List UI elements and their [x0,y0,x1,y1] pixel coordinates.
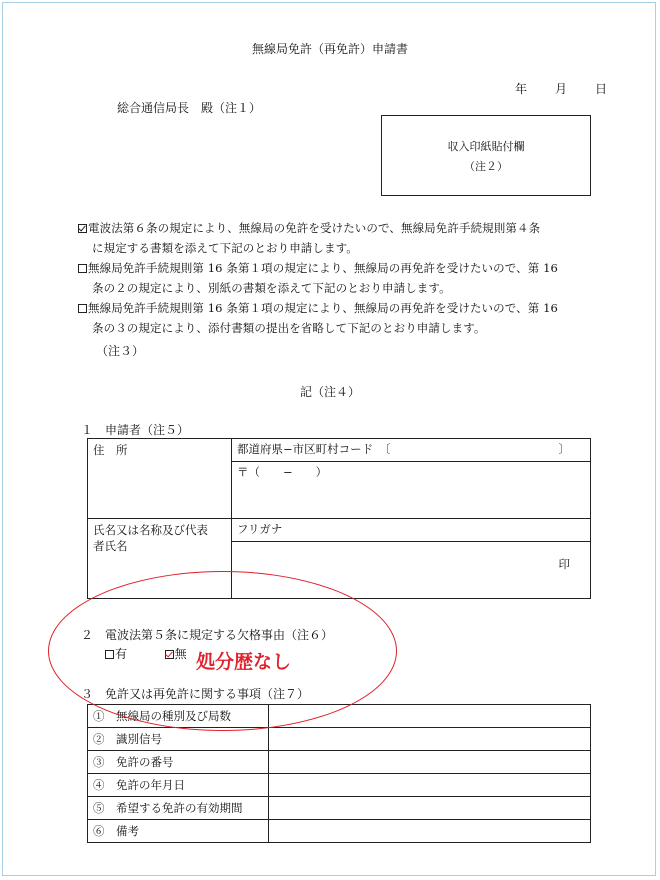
item-label: ④ 免許の年月日 [88,774,269,797]
section-2-heading: ２ 電波法第５条に規定する欠格事由（注６） [81,628,334,642]
item-value-cell[interactable] [269,797,591,820]
item-value-cell[interactable] [269,774,591,797]
disqualification-yes-label: 有 [115,647,128,661]
application-option-1 [78,219,608,258]
option-1-line2: に規定する書類を添えて下記のとおり申請します。 [92,240,358,255]
option-2-checkbox[interactable] [78,264,87,273]
item-label: ⑥ 備考 [88,820,269,843]
date-month: 月 [555,82,568,96]
item-label: ② 識別信号 [88,728,269,751]
date-day: 日 [595,82,608,96]
municipality-code-label: 都道府県−市区町村コード 〔 [237,442,391,456]
municipality-code-close: 〕 [558,442,570,456]
red-highlight-ellipse [48,571,397,731]
table-row [88,774,591,797]
municipality-code-row[interactable] [232,439,590,462]
option-1-checkbox[interactable] [78,224,87,233]
item-label: ⑤ 希望する免許の有効期間 [88,797,269,820]
item-value-cell[interactable] [269,751,591,774]
table-row [88,728,591,751]
option-2-line2: 条の２の規定により、別紙の書類を添えて下記のとおり申請します。 [92,280,451,295]
address-label: 住 所 [93,443,128,457]
stamp-box-note: （注２） [464,160,508,173]
item-value-cell[interactable] [269,728,591,751]
application-option-3 [78,299,608,338]
postal-code-row[interactable] [232,462,590,518]
furigana-label: フリガナ [237,522,283,536]
section-3-heading: ３ 免許又は再免許に関する事項（注７） [81,687,310,701]
item-label: ① 無線局の種別及び局数 [88,705,269,728]
options-note: （注３） [96,344,145,358]
furigana-row[interactable] [232,519,590,542]
disqualification-no-label: 無 [174,647,187,661]
name-label-line2: 者氏名 [93,539,128,553]
postal-code: 〒（ − ） [237,465,328,479]
section-1-heading: １ 申請者（注５） [81,423,190,437]
stamp-box-label: 収入印紙貼付欄 [447,140,525,153]
document-title: 無線局免許（再免許）申請書 [251,42,408,56]
table-row [88,751,591,774]
annotation-no-disciplinary-history: 処分歴なし [196,651,292,673]
table-row [88,797,591,820]
option-3-line1: 無線局免許手続規則第 16 条第１項の規定により、無線局の再免許を受けたいので、第 16 [88,301,558,315]
option-3-checkbox[interactable] [78,304,87,313]
item-value-cell[interactable] [269,820,591,843]
option-2-line1: 無線局免許手続規則第 16 条第１項の規定により、無線局の再免許を受けたいので、第 16 [88,261,558,275]
table-row [88,820,591,843]
name-label-line1: 氏名又は名称及び代表 [93,523,208,537]
application-option-2 [78,259,608,298]
date-year: 年 [515,82,528,96]
address-label-cell [88,439,232,519]
seal-mark: 印 [558,557,570,571]
addressee: 総合通信局長 殿（注１） [117,101,262,115]
item-label: ③ 免許の番号 [88,751,269,774]
ki-heading: 記（注４） [299,385,360,399]
option-3-line2: 条の３の規定により、添付書類の提出を省略して下記のとおり申請します。 [92,320,486,335]
date-line [515,80,607,97]
option-1-line1: 電波法第６条の規定により、無線局の免許を受けたいので、無線局免許手続規則第４条 [88,221,541,235]
revenue-stamp-box [381,115,591,196]
address-cell [232,439,591,519]
